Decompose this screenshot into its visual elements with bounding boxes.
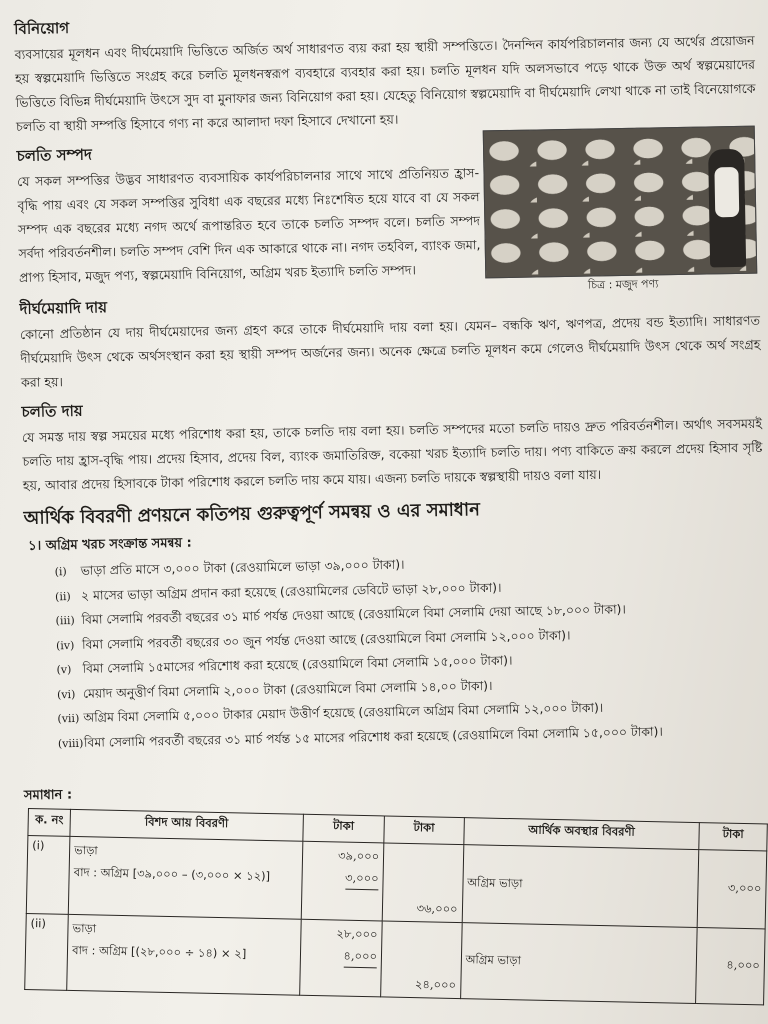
row-amounts: ৩৯,০০০ ৩,০০০: [301, 841, 384, 921]
list-item: (vi) মেয়াদ অনুত্তীর্ণ বিমা সেলামি ২,০০০ টাকা (রেওয়ামিলে বিমা সেলামি ১৪,০০ টাকা)।: [56, 677, 493, 701]
section-heading-long-term-liabilities: দীর্ঘমেয়াদি দায়: [19, 298, 108, 318]
section-heading-investment: বিনিয়োগ: [14, 18, 70, 38]
adjustments-heading: আর্থিক বিবরণী প্রণয়নে কতিপয় গুরুত্বপূর্ণ সমন্বয় ও এর সমাধান: [23, 499, 481, 529]
row-balance-sheet-amount: ৩,০০০: [697, 850, 766, 929]
row-description: ভাড়া বাদ : অগ্রিম [৩৯,০০০ – (৩,০০০ × ১২)]: [68, 836, 302, 919]
row-balance-sheet-item: অগ্রিম ভাড়া: [462, 845, 699, 928]
section-body-current-liabilities: যে সমস্ত দায় স্বল্প সময়ের মধ্যে পরিশোধ করা হয়, তাকে চলতি দায় বলা হয়। চলতি সম্পদের মতো চলতি দায়ও দ্রুত পরিবর্তনশীল। অর্থাৎ সবসময়ই চলতি দায় হ্রাস-বৃদ্ধি পায়। প্রদেয় হিসাব, প্রদেয় বিল, ব্যাংক জমাতিরিক্ত, বকেয়া খরচ ইত্যাদি চলতি দায়। পণ্য বাকিতে ক্রয় করলে প্রদেয় হিসাব সৃষ্টি হয়, আবার প্রদেয় হিসাবকে টাকা পরিশোধ করলে চলতি দায় কমে যায়। এজন্য চলতি দায়কে স্বল্পস্থায়ী দায়ও বলা যায়।: [21, 415, 763, 493]
list-item: (v) বিমা সেলামি ১৫মাসের পরিশোধ করা হয়েছে (রেওয়ামিলে বিমা সেলামি ১৫,০০০ টাকা)।: [56, 652, 513, 677]
header-taka-3: টাকা: [699, 823, 767, 851]
adjustments-subheading: ১। অগ্রিম খরচ সংক্রান্ত সমন্বয় :: [28, 535, 192, 554]
adjustments-list: [24, 546, 768, 756]
list-item: (i) ভাড়া প্রতি মাসে ৩,০০০ টাকা (রেওয়ামিলে ভাড়া ৩৯,০০০ টাকা)।: [54, 556, 405, 579]
section-heading-current-assets: চলতি সম্পদ: [16, 145, 93, 165]
section-body-investment: ব্যবসায়ের মূলধন এবং দীর্ঘমেয়াদি ভিত্তিতে অর্জিত অর্থ সাধারণত ব্যয় করা হয় স্থায়ী সম্পত্তিতে। দৈনন্দিন কার্যপরিচালনার জন্য যে অর্থের প্রয়োজন হয় স্বল্পমেয়াদি ভিত্তিতে সংগ্রহ করে চলতি মূলধনস্বরূপ ব্যবহারে ব্যবহার করা হয়। চলতি মূলধন যদি অলসভাবে পড়ে থাকে উক্ত অর্থ স্বল্পমেয়াদের ভিত্তিতে বিভিন্ন দীর্ঘমেয়াদি উৎসে সুদ বা মুনাফার জন্য বিনিয়োগ করা হয়। যেহেতু বিনিয়োগ স্বল্পমেয়াদি বা দীর্ঘমেয়াদি লেখা থাকে না তাই বিনেয়োগকে চলতি বা স্থায়ী সম্পত্তি হিসাবে গণ্য না করে আলাদা দফা হিসাবে দেখানো হয়।: [14, 32, 756, 134]
row-net-amount: ৩৬,০০০: [382, 843, 463, 923]
row-serial: (i): [26, 836, 70, 915]
header-income-statement: বিশদ আয় বিবরণী: [70, 809, 303, 841]
section-heading-current-liabilities: চলতি দায়: [21, 401, 83, 421]
row-balance-sheet-amount: ৪,০০০: [696, 928, 765, 1005]
solution-table: [24, 808, 768, 1005]
header-balance-sheet: আর্থিক অবস্থার বিবরণী: [463, 818, 699, 850]
stock-goods-photo: [483, 126, 758, 279]
row-net-amount: ২৪,০০০: [381, 921, 462, 999]
section-body-long-term-liabilities: কোনো প্রতিষ্ঠান যে দায় দীর্ঘমেয়াদের জন্য গ্রহণ করে তাকে দীর্ঘমেয়াদি দায় বলা হয়। যেমন– বন্ধকি ঋণ, ঋণপত্র, প্রদেয় বন্ড ইত্যাদি। সাধারণত দীর্ঘমেয়াদি উৎস থেকে অর্থসংস্থান করা হয় স্থায়ী সম্পদ অর্জনের জন্য। অনেক ক্ষেত্রে চলতি মূলধন কমে গেলেও দীর্ঘমেয়াদি উৎস থেকে অর্থ সংগ্রহ করা হয়।: [19, 312, 761, 390]
row-balance-sheet-item: অগ্রিম ভাড়া: [460, 923, 697, 1004]
header-serial: ক. নং: [28, 809, 71, 837]
page-text: [14, 4, 768, 756]
list-item: (viii)বিমা সেলামি পরবর্তী বছরের ৩১ মার্চ পর্যন্ত ১৫ মাসের পরিশোধ করা হয়েছে (রেওয়ামিলে বিমা সেলামি ১৫,০০০ টাকা)।: [57, 723, 663, 750]
section-body-current-assets: যে সকল সম্পত্তির উদ্ভব সাধারণত ব্যবসায়িক কার্যপরিচালনার সাথে সাথে প্রতিনিয়ত হ্রাস-বৃদ্ধি পায় এবং যে সকল সম্পত্তির সুবিধা এক বছরের মধ্যে নিঃশেষিত হয়ে যাবে বা যে সকল সম্পদ এক বছরের মধ্যে নগদ অর্থে রূপান্তরিত হবে তাকে চলতি সম্পদ বলে। চলতি সম্পদ সর্বদা পরিবর্তনশীল। চলতি সম্পদ বেশি দিন এক আকারে থাকে না। নগদ তহবিল, ব্যাংক জমা, প্রাপ্য হিসাব, মজুদ পণ্য, স্বল্পমেয়াদি বিনিয়োগ, অগ্রিম খরচ ইত্যাদি চলতি সম্পদ।: [16, 165, 481, 285]
photo-caption: চিত্র : মজুদ পণ্য: [587, 277, 659, 292]
row-amounts: ২৮,০০০ ৪,০০০: [299, 919, 382, 997]
list-item: (iii) বিমা সেলামি পরবর্তী বছরের ৩১ মার্চ পর্যন্ত দেওয়া আছে (রেওয়ামিলে বিমা সেলামি দেয়া আছে ১৮,০০০ টাকা)।: [55, 601, 627, 628]
header-taka-1: টাকা: [302, 814, 384, 843]
header-taka-2: টাকা: [384, 816, 464, 845]
list-item: (vii) অগ্রিম বিমা সেলামি ৫,০০০ টাকার মেয়াদ উত্তীর্ণ হয়েছে (রেওয়ামিলে অগ্রিম বিমা সেলামি ১২,০০০ টাকা)।: [57, 699, 604, 726]
solution-label: সমাধান :: [23, 787, 73, 804]
list-item: (ii) ২ মাসের ভাড়া অগ্রিম প্রদান করা হয়েছে (রেওয়ামিলের ডেবিটে ভাড়া ২৮,০০০ টাকা)।: [54, 579, 502, 603]
row-serial: (ii): [25, 913, 69, 990]
list-item: (iv) বিমা সেলামি পরবর্তী বছরের ৩০ জুন পর্যন্ত দেওয়া আছে (রেওয়ামিলে বিমা সেলামি ১২,০০০ টাকা)।: [55, 626, 571, 652]
row-description: ভাড়া বাদ : অগ্রিম [(২৮,০০০ ÷ ১৪) × ২]: [67, 914, 301, 995]
table-row: [25, 913, 765, 1004]
person-shirt: [714, 167, 739, 217]
